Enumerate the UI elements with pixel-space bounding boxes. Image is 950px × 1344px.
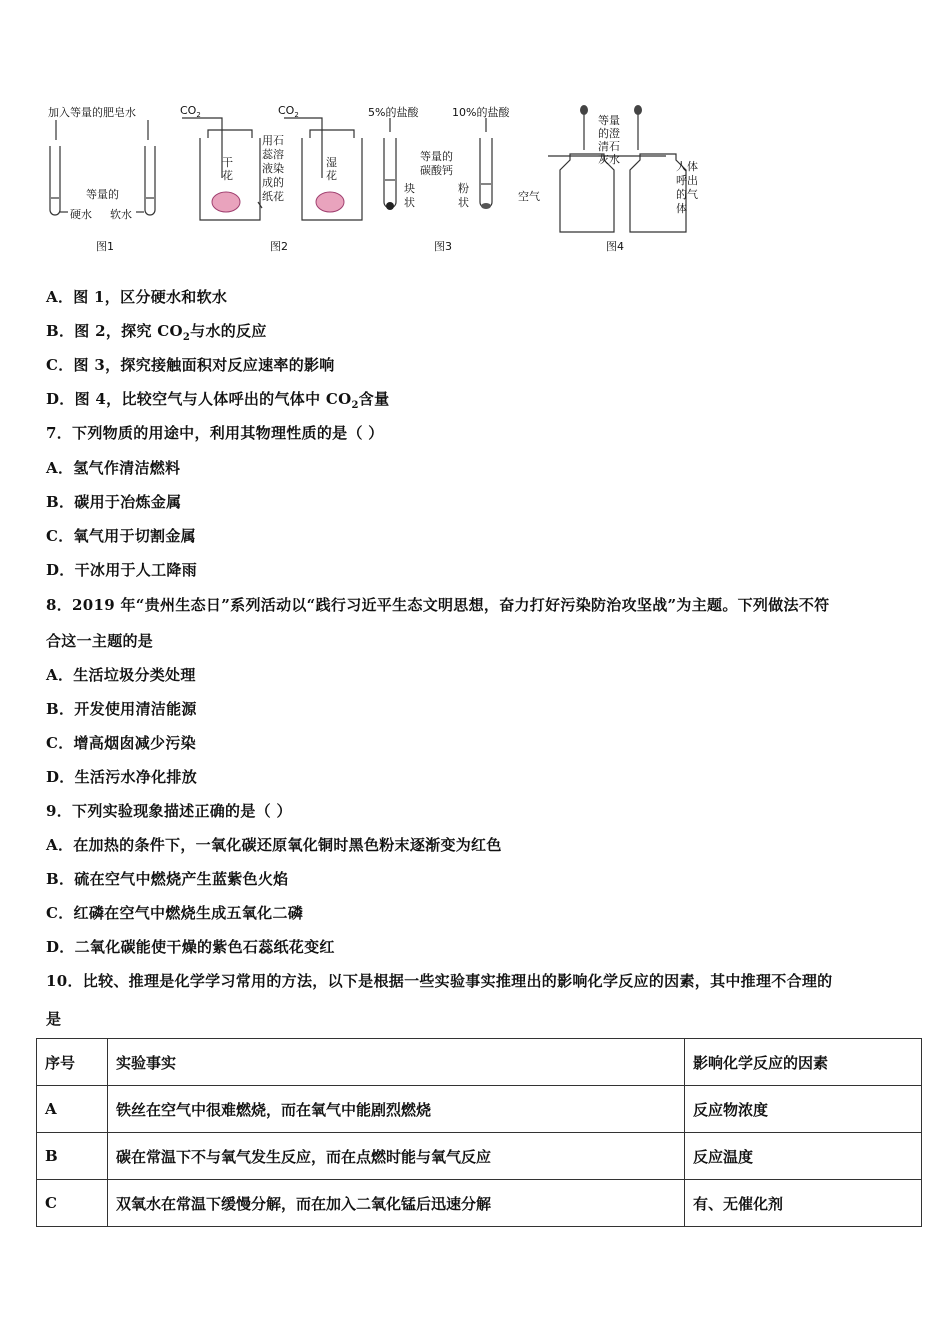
row-index: C xyxy=(37,1180,108,1227)
table-header-row xyxy=(37,1039,922,1086)
dropper-bulb-right xyxy=(634,105,642,115)
fig3-acid1: 5%的盐酸 xyxy=(368,106,419,119)
factors-table xyxy=(36,1038,922,1227)
fig3-mid-label: 等量的 碳酸钙 xyxy=(420,150,453,177)
question-8-line2: 合这一主题的是 xyxy=(46,632,154,650)
option-9a: A．在加热的条件下，一氧化碳还原氧化铜时黑色粉末逐渐变为红色 xyxy=(46,836,502,854)
fig2-caption: 图2 xyxy=(270,240,288,253)
row-fact: 双氧水在常温下缓慢分解，而在加入二氧化锰后迅速分解 xyxy=(108,1180,685,1227)
fig4-caption: 图4 xyxy=(606,240,624,253)
block-lump xyxy=(386,202,394,210)
hard-water-tube xyxy=(50,146,60,215)
block-caco3-tube xyxy=(384,138,396,208)
dropper-bulb-left xyxy=(580,105,588,115)
experiment-figures xyxy=(40,98,740,258)
question-10-line1: 10．比较、推理是化学学习常用的方法，以下是根据一些实验事实推理出的影响化学反应的因素，其中推理不合理的 xyxy=(46,972,833,990)
option-6a: A．图 1，区分硬水和软水 xyxy=(46,288,228,306)
option-7a: A．氢气作清洁燃料 xyxy=(46,459,181,477)
fig4-breath-label: 人体 呼出 的气 体 xyxy=(676,160,698,215)
flower-wet xyxy=(316,192,344,212)
option-6d: D．图 4，比较空气与人体呼出的气体中 $CO_2$含量 xyxy=(46,390,390,411)
row-fact: 铁丝在空气中很难燃烧，而在氧气中能剧烈燃烧 xyxy=(108,1086,685,1133)
question-7: 7．下列物质的用途中，利用其物理性质的是（ ） xyxy=(46,424,384,442)
option-8c: C．增高烟囱减少污染 xyxy=(46,734,196,752)
row-index: A xyxy=(37,1086,108,1133)
option-8a: A．生活垃圾分类处理 xyxy=(46,666,196,684)
option-9b: B．硫在空气中燃烧产生蓝紫色火焰 xyxy=(46,870,289,888)
question-9: 9．下列实验现象描述正确的是（ ） xyxy=(46,802,292,820)
option-7b: B．碳用于冶炼金属 xyxy=(46,493,182,511)
fig3-acid2: 10%的盐酸 xyxy=(452,106,510,119)
fig3-powder-label: 粉 状 xyxy=(458,182,469,209)
question-10-line2: 是 xyxy=(46,1010,62,1028)
fig1-top-label: 加入等量的肥皂水 xyxy=(48,106,136,119)
fig2-side-label: 用石 蕊溶 液染 成的 纸花 xyxy=(262,134,284,203)
header-factor: 影响化学反应的因素 xyxy=(685,1039,922,1086)
header-fact: 实验事实 xyxy=(108,1039,685,1086)
fig2-dry-label: 干 花 xyxy=(222,156,233,182)
header-index: 序号 xyxy=(37,1039,108,1086)
fig4-dropper-label: 等量 的澄 清石 灰水 xyxy=(598,114,620,166)
option-7d: D．干冰用于人工降雨 xyxy=(46,561,198,579)
question-8-line1: 8．2019 年“贵州生态日”系列活动以“践行习近平生态文明思想，奋力打好污染防治攻坚战”为主题。下列做法不符 xyxy=(46,596,830,614)
option-9c: C．红磷在空气中燃烧生成五氧化二磷 xyxy=(46,904,304,922)
option-6c: C．图 3，探究接触面积对反应速率的影响 xyxy=(46,356,335,374)
fig3-caption: 图3 xyxy=(434,240,452,253)
row-factor: 反应温度 xyxy=(685,1133,922,1180)
fig1-caption: 图1 xyxy=(96,240,114,253)
row-index: B xyxy=(37,1133,108,1180)
fig1-soft-label: 软水 xyxy=(110,208,132,221)
soft-water-tube xyxy=(145,146,155,215)
fig2-gas2: $CO_2$ xyxy=(278,104,299,120)
fig2-gas1: $CO_2$ xyxy=(180,104,201,120)
option-6b: B．图 2，探究 $CO_2$与水的反应 xyxy=(46,322,267,343)
fig2-wet-label: 湿 花 xyxy=(326,156,337,182)
row-fact: 碳在常温下不与氧气发生反应，而在点燃时能与氧气反应 xyxy=(108,1133,685,1180)
row-factor: 有、无催化剂 xyxy=(685,1180,922,1227)
option-9d: D．二氧化碳能使干燥的紫色石蕊纸花变红 xyxy=(46,938,335,956)
fig1-mid-label: 等量的 xyxy=(86,188,119,201)
fig4-air-label: 空气 xyxy=(518,190,540,203)
option-8d: D．生活污水净化排放 xyxy=(46,768,198,786)
table-row xyxy=(37,1086,922,1133)
powder-pile xyxy=(481,203,491,209)
table-row xyxy=(37,1133,922,1180)
fig3-block-label: 块 状 xyxy=(404,182,415,209)
figure-drawing xyxy=(40,98,740,258)
option-8b: B．开发使用清洁能源 xyxy=(46,700,197,718)
powder-caco3-tube xyxy=(480,138,492,208)
option-7c: C．氧气用于切割金属 xyxy=(46,527,196,545)
table-row xyxy=(37,1180,922,1227)
row-factor: 反应物浓度 xyxy=(685,1086,922,1133)
flower-dry xyxy=(212,192,240,212)
fig1-hard-label: 硬水 xyxy=(70,208,92,221)
